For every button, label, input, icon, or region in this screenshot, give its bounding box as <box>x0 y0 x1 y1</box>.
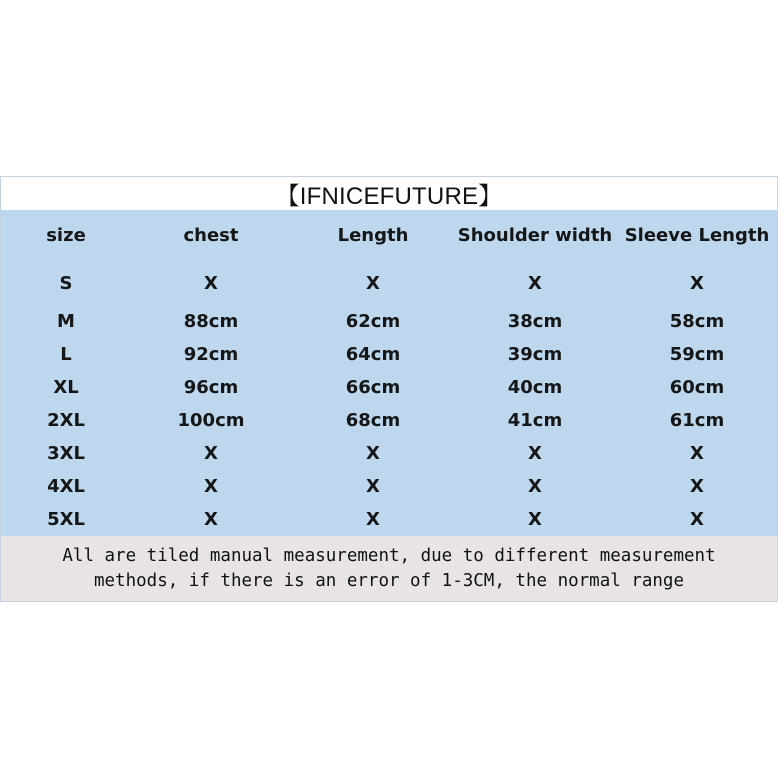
sleeve-length-cell: X <box>690 443 704 464</box>
table-row <box>1 339 777 371</box>
sleeve-length-cell: 61cm <box>669 410 725 431</box>
table-header-row <box>1 220 777 252</box>
measurement-note-line-2: methods, if there is an error of 1-3CM, the normal range <box>93 570 684 591</box>
measurement-note <box>1 536 777 601</box>
column-header-length: Length <box>337 225 409 246</box>
table-row <box>1 471 777 503</box>
shoulder-width-cell: X <box>528 273 542 294</box>
sleeve-length-cell: 58cm <box>669 311 725 332</box>
chest-cell: 92cm <box>183 344 239 365</box>
shoulder-width-cell: X <box>528 476 542 497</box>
column-header-shoulder-width: Shoulder width <box>457 225 613 246</box>
column-header-size: size <box>46 225 86 246</box>
shoulder-width-cell: X <box>528 443 542 464</box>
length-cell: 64cm <box>345 344 401 365</box>
size-table <box>1 210 777 536</box>
size-cell: L <box>60 344 72 365</box>
chest-cell: X <box>204 443 218 464</box>
length-cell: X <box>366 509 380 530</box>
chest-cell: 96cm <box>183 377 239 398</box>
size-cell: M <box>57 311 75 332</box>
length-cell: 68cm <box>345 410 401 431</box>
size-cell: XL <box>53 377 79 398</box>
measurement-note-line-1: All are tiled manual measurement, due to different measurement <box>62 545 716 566</box>
size-cell: S <box>59 273 73 294</box>
sleeve-length-cell: X <box>690 476 704 497</box>
shoulder-width-cell: 40cm <box>507 377 563 398</box>
size-cell: 5XL <box>47 509 85 530</box>
length-cell: 66cm <box>345 377 401 398</box>
sleeve-length-cell: 60cm <box>669 377 725 398</box>
shoulder-width-cell: 39cm <box>507 344 563 365</box>
length-cell: X <box>366 443 380 464</box>
chest-cell: X <box>204 509 218 530</box>
chest-cell: X <box>204 273 218 294</box>
chest-cell: 100cm <box>177 410 245 431</box>
shoulder-width-cell: 38cm <box>507 311 563 332</box>
column-header-sleeve-length: Sleeve Length <box>624 225 770 246</box>
chest-cell: X <box>204 476 218 497</box>
length-cell: 62cm <box>345 311 401 332</box>
sleeve-length-cell: X <box>690 273 704 294</box>
size-cell: 3XL <box>47 443 85 464</box>
shoulder-width-cell: 41cm <box>507 410 563 431</box>
table-row <box>1 372 777 404</box>
length-cell: X <box>366 273 380 294</box>
shoulder-width-cell: X <box>528 509 542 530</box>
table-row <box>1 504 777 536</box>
table-row <box>1 306 777 338</box>
size-cell: 4XL <box>47 476 85 497</box>
size-cell: 2XL <box>47 410 85 431</box>
chest-cell: 88cm <box>183 311 239 332</box>
table-row <box>1 438 777 470</box>
chart-title: 【IFNICEFUTURE】 <box>1 177 777 210</box>
column-header-chest: chest <box>183 225 239 246</box>
length-cell: X <box>366 476 380 497</box>
size-chart <box>0 176 778 602</box>
table-row <box>1 268 777 300</box>
sleeve-length-cell: X <box>690 509 704 530</box>
sleeve-length-cell: 59cm <box>669 344 725 365</box>
table-row <box>1 405 777 437</box>
